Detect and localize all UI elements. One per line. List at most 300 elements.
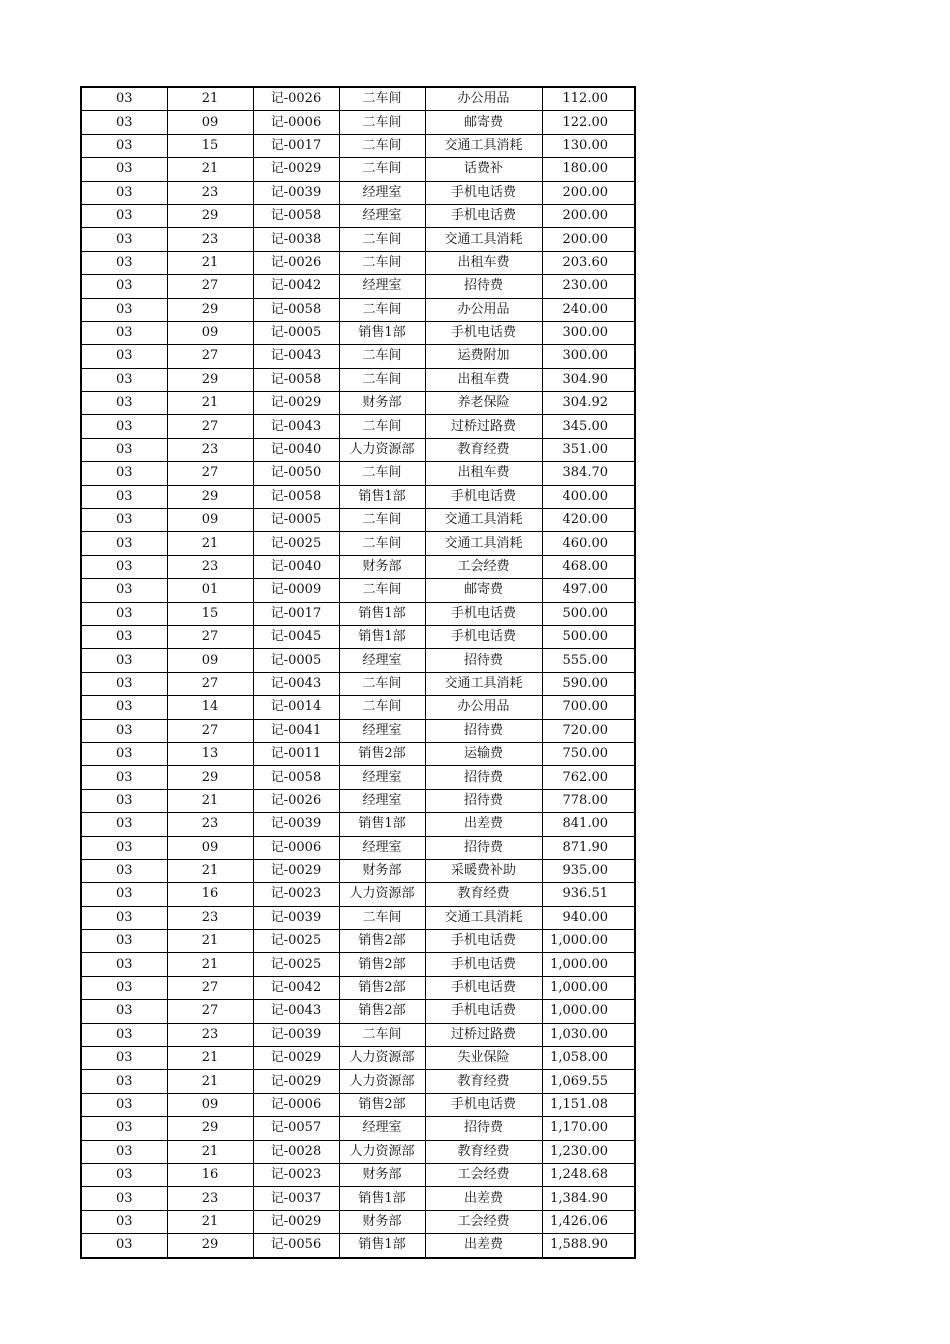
amount-cell: 590.00 (542, 672, 635, 695)
amount-cell: 345.00 (542, 415, 635, 438)
month-cell: 03 (81, 742, 167, 765)
expense-item-cell: 教育经费 (425, 1070, 542, 1093)
month-cell: 03 (81, 953, 167, 976)
day-cell: 09 (167, 836, 253, 859)
table-row (81, 275, 635, 298)
expense-item-cell: 办公用品 (425, 298, 542, 321)
amount-cell: 1,069.55 (542, 1070, 635, 1093)
day-cell: 27 (167, 719, 253, 742)
expense-item-cell: 教育经费 (425, 1140, 542, 1163)
table-row (81, 1140, 635, 1163)
month-cell: 03 (81, 1140, 167, 1163)
day-cell: 27 (167, 625, 253, 648)
day-cell: 27 (167, 1000, 253, 1023)
department-cell: 经理室 (339, 1117, 425, 1140)
expense-item-cell: 运费附加 (425, 345, 542, 368)
amount-cell: 1,426.06 (542, 1210, 635, 1233)
expense-item-cell: 办公用品 (425, 696, 542, 719)
day-cell: 21 (167, 251, 253, 274)
department-cell: 销售1部 (339, 1187, 425, 1210)
voucher-cell: 记-0057 (253, 1117, 339, 1140)
table-row (81, 111, 635, 134)
month-cell: 03 (81, 509, 167, 532)
month-cell: 03 (81, 976, 167, 999)
table-row (81, 1023, 635, 1046)
day-cell: 27 (167, 275, 253, 298)
amount-cell: 1,058.00 (542, 1047, 635, 1070)
voucher-cell: 记-0026 (253, 251, 339, 274)
voucher-cell: 记-0043 (253, 672, 339, 695)
expense-item-cell: 手机电话费 (425, 321, 542, 344)
voucher-cell: 记-0037 (253, 1187, 339, 1210)
expense-item-cell: 招待费 (425, 836, 542, 859)
expense-item-cell: 出差费 (425, 1187, 542, 1210)
voucher-cell: 记-0058 (253, 204, 339, 227)
expense-item-cell: 办公用品 (425, 87, 542, 111)
amount-cell: 1,230.00 (542, 1140, 635, 1163)
day-cell: 29 (167, 766, 253, 789)
table-row (81, 859, 635, 882)
department-cell: 二车间 (339, 111, 425, 134)
table-row (81, 649, 635, 672)
amount-cell: 122.00 (542, 111, 635, 134)
voucher-cell: 记-0017 (253, 602, 339, 625)
day-cell: 29 (167, 1234, 253, 1258)
day-cell: 23 (167, 906, 253, 929)
table-row (81, 836, 635, 859)
expense-item-cell: 交通工具消耗 (425, 228, 542, 251)
amount-cell: 1,151.08 (542, 1093, 635, 1116)
voucher-cell: 记-0029 (253, 158, 339, 181)
expense-item-cell: 话费补 (425, 158, 542, 181)
month-cell: 03 (81, 1047, 167, 1070)
voucher-cell: 记-0039 (253, 906, 339, 929)
department-cell: 二车间 (339, 134, 425, 157)
day-cell: 21 (167, 87, 253, 111)
amount-cell: 304.92 (542, 392, 635, 415)
expense-item-cell: 采暖费补助 (425, 859, 542, 882)
department-cell: 二车间 (339, 415, 425, 438)
amount-cell: 468.00 (542, 555, 635, 578)
day-cell: 21 (167, 1140, 253, 1163)
voucher-cell: 记-0017 (253, 134, 339, 157)
day-cell: 09 (167, 111, 253, 134)
department-cell: 二车间 (339, 228, 425, 251)
amount-cell: 203.60 (542, 251, 635, 274)
month-cell: 03 (81, 813, 167, 836)
month-cell: 03 (81, 1163, 167, 1186)
voucher-cell: 记-0058 (253, 766, 339, 789)
month-cell: 03 (81, 1070, 167, 1093)
department-cell: 财务部 (339, 1163, 425, 1186)
expense-item-cell: 出租车费 (425, 251, 542, 274)
amount-cell: 1,030.00 (542, 1023, 635, 1046)
amount-cell: 720.00 (542, 719, 635, 742)
expense-item-cell: 邮寄费 (425, 111, 542, 134)
expense-table (80, 86, 636, 1259)
table-row (81, 158, 635, 181)
amount-cell: 500.00 (542, 602, 635, 625)
amount-cell: 1,000.00 (542, 1000, 635, 1023)
amount-cell: 460.00 (542, 532, 635, 555)
day-cell: 27 (167, 345, 253, 368)
table-row (81, 228, 635, 251)
table-row (81, 181, 635, 204)
amount-cell: 1,000.00 (542, 976, 635, 999)
table-row (81, 1047, 635, 1070)
voucher-cell: 记-0025 (253, 532, 339, 555)
month-cell: 03 (81, 906, 167, 929)
month-cell: 03 (81, 485, 167, 508)
department-cell: 二车间 (339, 509, 425, 532)
month-cell: 03 (81, 392, 167, 415)
month-cell: 03 (81, 1210, 167, 1233)
expense-item-cell: 招待费 (425, 766, 542, 789)
month-cell: 03 (81, 1000, 167, 1023)
voucher-cell: 记-0025 (253, 953, 339, 976)
table-row (81, 1163, 635, 1186)
expense-item-cell: 交通工具消耗 (425, 134, 542, 157)
voucher-cell: 记-0023 (253, 1163, 339, 1186)
expense-item-cell: 过桥过路费 (425, 415, 542, 438)
amount-cell: 351.00 (542, 438, 635, 461)
department-cell: 销售2部 (339, 930, 425, 953)
voucher-cell: 记-0029 (253, 1210, 339, 1233)
amount-cell: 230.00 (542, 275, 635, 298)
expense-item-cell: 养老保险 (425, 392, 542, 415)
month-cell: 03 (81, 930, 167, 953)
table-row (81, 579, 635, 602)
expense-item-cell: 教育经费 (425, 438, 542, 461)
table-row (81, 134, 635, 157)
expense-item-cell: 出租车费 (425, 368, 542, 391)
day-cell: 16 (167, 1163, 253, 1186)
table-row (81, 696, 635, 719)
month-cell: 03 (81, 345, 167, 368)
month-cell: 03 (81, 602, 167, 625)
expense-item-cell: 招待费 (425, 719, 542, 742)
expense-item-cell: 招待费 (425, 1117, 542, 1140)
department-cell: 销售1部 (339, 1234, 425, 1258)
department-cell: 二车间 (339, 672, 425, 695)
department-cell: 销售1部 (339, 485, 425, 508)
department-cell: 二车间 (339, 579, 425, 602)
department-cell: 二车间 (339, 158, 425, 181)
table-row (81, 345, 635, 368)
amount-cell: 935.00 (542, 859, 635, 882)
voucher-cell: 记-0026 (253, 789, 339, 812)
department-cell: 财务部 (339, 859, 425, 882)
voucher-cell: 记-0014 (253, 696, 339, 719)
expense-item-cell: 过桥过路费 (425, 1023, 542, 1046)
expense-item-cell: 手机电话费 (425, 204, 542, 227)
amount-cell: 936.51 (542, 883, 635, 906)
table-row (81, 1117, 635, 1140)
voucher-cell: 记-0056 (253, 1234, 339, 1258)
voucher-cell: 记-0039 (253, 181, 339, 204)
table-row (81, 321, 635, 344)
month-cell: 03 (81, 555, 167, 578)
day-cell: 09 (167, 649, 253, 672)
day-cell: 21 (167, 1210, 253, 1233)
amount-cell: 200.00 (542, 181, 635, 204)
expense-item-cell: 手机电话费 (425, 930, 542, 953)
voucher-cell: 记-0039 (253, 813, 339, 836)
department-cell: 经理室 (339, 275, 425, 298)
day-cell: 27 (167, 672, 253, 695)
table-row (81, 298, 635, 321)
day-cell: 16 (167, 883, 253, 906)
table-row (81, 766, 635, 789)
expense-item-cell: 招待费 (425, 789, 542, 812)
department-cell: 经理室 (339, 789, 425, 812)
month-cell: 03 (81, 1234, 167, 1258)
amount-cell: 500.00 (542, 625, 635, 648)
voucher-cell: 记-0029 (253, 1070, 339, 1093)
amount-cell: 180.00 (542, 158, 635, 181)
day-cell: 21 (167, 1070, 253, 1093)
amount-cell: 130.00 (542, 134, 635, 157)
department-cell: 二车间 (339, 87, 425, 111)
voucher-cell: 记-0023 (253, 883, 339, 906)
month-cell: 03 (81, 368, 167, 391)
department-cell: 销售2部 (339, 976, 425, 999)
day-cell: 09 (167, 1093, 253, 1116)
department-cell: 销售1部 (339, 602, 425, 625)
month-cell: 03 (81, 883, 167, 906)
voucher-cell: 记-0043 (253, 415, 339, 438)
voucher-cell: 记-0058 (253, 368, 339, 391)
department-cell: 销售2部 (339, 1093, 425, 1116)
table-row (81, 625, 635, 648)
table-row (81, 392, 635, 415)
month-cell: 03 (81, 204, 167, 227)
month-cell: 03 (81, 579, 167, 602)
day-cell: 29 (167, 1117, 253, 1140)
day-cell: 21 (167, 859, 253, 882)
table-row (81, 87, 635, 111)
table-row (81, 368, 635, 391)
amount-cell: 1,248.68 (542, 1163, 635, 1186)
day-cell: 29 (167, 485, 253, 508)
table-row (81, 532, 635, 555)
table-row (81, 602, 635, 625)
amount-cell: 200.00 (542, 228, 635, 251)
amount-cell: 400.00 (542, 485, 635, 508)
department-cell: 二车间 (339, 696, 425, 719)
expense-item-cell: 手机电话费 (425, 602, 542, 625)
table-row (81, 976, 635, 999)
amount-cell: 841.00 (542, 813, 635, 836)
voucher-cell: 记-0025 (253, 930, 339, 953)
voucher-cell: 记-0042 (253, 976, 339, 999)
expense-item-cell: 交通工具消耗 (425, 906, 542, 929)
month-cell: 03 (81, 87, 167, 111)
day-cell: 23 (167, 813, 253, 836)
day-cell: 21 (167, 1047, 253, 1070)
day-cell: 01 (167, 579, 253, 602)
expense-item-cell: 交通工具消耗 (425, 509, 542, 532)
department-cell: 销售1部 (339, 813, 425, 836)
department-cell: 人力资源部 (339, 438, 425, 461)
voucher-cell: 记-0041 (253, 719, 339, 742)
department-cell: 销售1部 (339, 321, 425, 344)
day-cell: 27 (167, 462, 253, 485)
expense-item-cell: 运输费 (425, 742, 542, 765)
day-cell: 21 (167, 532, 253, 555)
table-row (81, 930, 635, 953)
voucher-cell: 记-0029 (253, 859, 339, 882)
amount-cell: 240.00 (542, 298, 635, 321)
month-cell: 03 (81, 766, 167, 789)
table-row (81, 204, 635, 227)
expense-item-cell: 失业保险 (425, 1047, 542, 1070)
month-cell: 03 (81, 1117, 167, 1140)
department-cell: 销售2部 (339, 1000, 425, 1023)
department-cell: 二车间 (339, 532, 425, 555)
day-cell: 21 (167, 953, 253, 976)
table-row (81, 953, 635, 976)
voucher-cell: 记-0005 (253, 649, 339, 672)
day-cell: 23 (167, 1023, 253, 1046)
amount-cell: 762.00 (542, 766, 635, 789)
month-cell: 03 (81, 134, 167, 157)
expense-table-body (81, 87, 635, 1258)
amount-cell: 778.00 (542, 789, 635, 812)
voucher-cell: 记-0006 (253, 836, 339, 859)
table-row (81, 1000, 635, 1023)
month-cell: 03 (81, 111, 167, 134)
day-cell: 23 (167, 438, 253, 461)
department-cell: 经理室 (339, 766, 425, 789)
amount-cell: 940.00 (542, 906, 635, 929)
amount-cell: 112.00 (542, 87, 635, 111)
amount-cell: 304.90 (542, 368, 635, 391)
day-cell: 21 (167, 930, 253, 953)
voucher-cell: 记-0005 (253, 509, 339, 532)
department-cell: 二车间 (339, 906, 425, 929)
expense-item-cell: 工会经费 (425, 1163, 542, 1186)
amount-cell: 750.00 (542, 742, 635, 765)
voucher-cell: 记-0043 (253, 345, 339, 368)
amount-cell: 1,384.90 (542, 1187, 635, 1210)
voucher-cell: 记-0026 (253, 87, 339, 111)
table-row (81, 251, 635, 274)
day-cell: 09 (167, 509, 253, 532)
month-cell: 03 (81, 672, 167, 695)
voucher-cell: 记-0058 (253, 485, 339, 508)
amount-cell: 1,588.90 (542, 1234, 635, 1258)
voucher-cell: 记-0006 (253, 111, 339, 134)
expense-item-cell: 教育经费 (425, 883, 542, 906)
department-cell: 人力资源部 (339, 883, 425, 906)
department-cell: 经理室 (339, 649, 425, 672)
day-cell: 21 (167, 789, 253, 812)
department-cell: 二车间 (339, 298, 425, 321)
expense-item-cell: 手机电话费 (425, 1093, 542, 1116)
table-row (81, 883, 635, 906)
month-cell: 03 (81, 415, 167, 438)
table-row (81, 415, 635, 438)
department-cell: 人力资源部 (339, 1047, 425, 1070)
department-cell: 二车间 (339, 345, 425, 368)
voucher-cell: 记-0043 (253, 1000, 339, 1023)
department-cell: 二车间 (339, 368, 425, 391)
voucher-cell: 记-0029 (253, 1047, 339, 1070)
expense-item-cell: 交通工具消耗 (425, 532, 542, 555)
expense-item-cell: 手机电话费 (425, 485, 542, 508)
month-cell: 03 (81, 649, 167, 672)
amount-cell: 497.00 (542, 579, 635, 602)
voucher-cell: 记-0039 (253, 1023, 339, 1046)
voucher-cell: 记-0029 (253, 392, 339, 415)
month-cell: 03 (81, 696, 167, 719)
expense-item-cell: 手机电话费 (425, 953, 542, 976)
expense-item-cell: 出差费 (425, 813, 542, 836)
department-cell: 人力资源部 (339, 1140, 425, 1163)
department-cell: 财务部 (339, 1210, 425, 1233)
month-cell: 03 (81, 181, 167, 204)
voucher-cell: 记-0050 (253, 462, 339, 485)
day-cell: 15 (167, 134, 253, 157)
day-cell: 29 (167, 368, 253, 391)
voucher-cell: 记-0040 (253, 438, 339, 461)
month-cell: 03 (81, 836, 167, 859)
table-row (81, 555, 635, 578)
day-cell: 13 (167, 742, 253, 765)
month-cell: 03 (81, 1023, 167, 1046)
expense-item-cell: 手机电话费 (425, 976, 542, 999)
day-cell: 21 (167, 158, 253, 181)
table-row (81, 438, 635, 461)
expense-item-cell: 出差费 (425, 1234, 542, 1258)
voucher-cell: 记-0028 (253, 1140, 339, 1163)
voucher-cell: 记-0042 (253, 275, 339, 298)
department-cell: 经理室 (339, 204, 425, 227)
day-cell: 29 (167, 298, 253, 321)
month-cell: 03 (81, 298, 167, 321)
month-cell: 03 (81, 859, 167, 882)
amount-cell: 300.00 (542, 321, 635, 344)
month-cell: 03 (81, 438, 167, 461)
expense-item-cell: 招待费 (425, 649, 542, 672)
table-row (81, 1070, 635, 1093)
table-row (81, 509, 635, 532)
day-cell: 09 (167, 321, 253, 344)
table-row (81, 462, 635, 485)
day-cell: 23 (167, 1187, 253, 1210)
table-row (81, 906, 635, 929)
table-row (81, 1187, 635, 1210)
month-cell: 03 (81, 321, 167, 344)
voucher-cell: 记-0058 (253, 298, 339, 321)
expense-item-cell: 招待费 (425, 275, 542, 298)
department-cell: 销售1部 (339, 625, 425, 648)
table-row (81, 742, 635, 765)
expense-item-cell: 交通工具消耗 (425, 672, 542, 695)
amount-cell: 555.00 (542, 649, 635, 672)
expense-item-cell: 工会经费 (425, 555, 542, 578)
voucher-cell: 记-0040 (253, 555, 339, 578)
voucher-cell: 记-0038 (253, 228, 339, 251)
day-cell: 27 (167, 415, 253, 438)
voucher-cell: 记-0005 (253, 321, 339, 344)
expense-item-cell: 出租车费 (425, 462, 542, 485)
department-cell: 销售2部 (339, 953, 425, 976)
day-cell: 15 (167, 602, 253, 625)
amount-cell: 700.00 (542, 696, 635, 719)
amount-cell: 1,000.00 (542, 953, 635, 976)
